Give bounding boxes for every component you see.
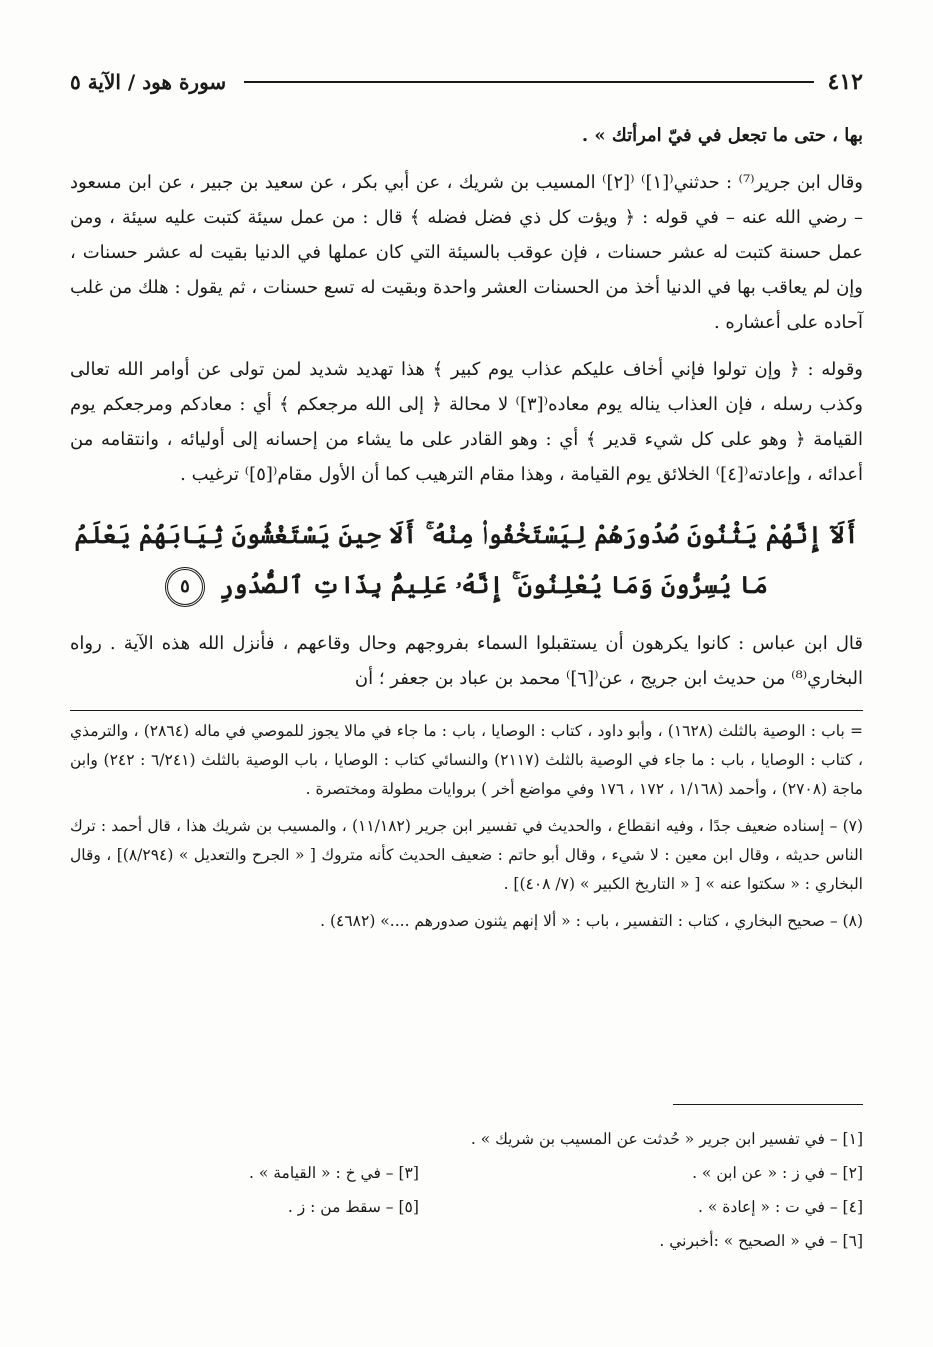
paragraph-4: قال ابن عباس : كانوا يكرهون أن يستقبلوا السماء بفروجهم وحال وقاعهم ، فأنزل الله هذه الآية . رواه البخاري⁽⁸⁾ من حديث ابن جريج ، عن⁽[٦]⁾ محمد بن عباد بن جعفر ؛ أن xyxy=(70,633,863,689)
editorial-note-3: [٣] – في خ : « القيامة » . xyxy=(248,1164,419,1182)
editorial-note-5: [٥] – سقط من : ز . xyxy=(287,1198,419,1216)
editorial-row xyxy=(70,1122,863,1156)
footnote-continued: = باب : الوصية بالثلث (١٦٢٨) ، وأبو داود ، كتاب : الوصايا ، باب : ما جاء في مالا يجوز للموصي في ماله (٢٨٦٤) ، والترمذي ، كتاب : الوصايا ، باب : ما جاء في الوصية بالثلث (٢١١٧) والنسائي كتاب : الوصايا ، باب الوصية بالثلث (٦/٢٤١ : ٢٤٢) وابن ماجة (٢٧٠٨) ، وأحمد (١/١٦٨ ، ١٧٢ ، ١٧٦ وفي مواضع أخر ) بروايات مطولة ومختصرة . xyxy=(70,722,863,798)
page-header xyxy=(70,62,863,102)
page-number: ٤١٢ xyxy=(827,69,863,95)
quran-verse xyxy=(70,510,863,610)
footnote-8: (٨) – صحيح البخاري ، كتاب : التفسير ، باب : « ألا إنهم يثنون صدورهم ....» (٤٦٨٢) . xyxy=(320,912,863,930)
footnotes xyxy=(70,717,863,936)
paragraph-1: بها ، حتى ما تجعل في فيّ امرأتك » . xyxy=(581,125,863,146)
editorial-note-1: [١] – في تفسير ابن جرير « حُدثت عن المسيب بن شريك » . xyxy=(470,1130,863,1148)
surah-title: سورة هود / الآية ٥ xyxy=(70,70,227,94)
footnote-7: (٧) – إسناده ضعيف جدًا ، وفيه انقطاع ، والحديث في تفسير ابن جرير (١١/١٨٢) ، والمسيب بن شريك هذا ، قال أحمد : ترك الناس حديثه ، وقال ابن معين : لا شيء ، وقال أبو حاتم : ضعيف الحديث كأنه متروك [ « الجرح والتعديل » (٨/٢٩٤)] ، وقال البخاري : « سكتوا عنه » [ « التاريخ الكبير » (٧/ ٤٠٨)] . xyxy=(70,817,864,893)
editorial-note-2: [٢] – في ز : « عن ابن » . xyxy=(692,1164,863,1182)
verse-number-marker: ٥ xyxy=(165,567,205,607)
main-text xyxy=(70,118,863,944)
editorial-notes xyxy=(70,1104,863,1258)
editorial-rule xyxy=(673,1104,863,1105)
paragraph-3: وقوله : ﴿ وإن تولوا فإني أخاف عليكم عذاب يوم كبير ﴾ هذا تهديد شديد لمن تولى عن أوامر الله تعالى وكذب رسله ، فإن العذاب يناله يوم معاده⁽[٣]⁾ لا محالة ﴿ إلى الله مرجعكم ﴾ أي : معادكم ومرجعكم يوم القيامة ﴿ وهو على كل شيء قدير ﴾ أي : وهو القادر على ما يشاء من إحسانه إلى أوليائه ، وانتقامه من أعدائه ، وإعادته⁽[٤]⁾ الخلائق يوم القيامة ، وهذا مقام الترهيب كما أن الأول مقام⁽[٥]⁾ ترغيب . xyxy=(70,359,864,485)
editorial-row xyxy=(70,1156,863,1190)
paragraph-2: وقال ابن جرير⁽⁷⁾ : حدثني⁽[١]⁾ ⁽[٢]⁾ المسيب بن شريك ، عن أبي بكر ، عن سعيد بن جبير ، عن ابن مسعود – رضي الله عنه – في قوله : ﴿ ويؤت كل ذي فضل فضله ﴾ قال : من عمل سيئة كتبت عليه سيئة ، ومن عمل حسنة كتبت له عشر حسنات ، فإن عوقب بالسيئة التي كان عملها في الدنيا بقيت له عشر حسنات ، وإن لم يعاقب بها في الدنيا أخذ من الحسنات العشر واحدة وبقيت له تسع حسنات ، ثم يقول : هلك من غلب آحاده على أعشاره . xyxy=(70,172,863,333)
editorial-row xyxy=(70,1190,863,1224)
editorial-note-4: [٤] – في ت : « إعادة » . xyxy=(698,1198,863,1216)
footnote-separator xyxy=(70,710,863,711)
editorial-row xyxy=(70,1224,863,1258)
verse-text: أَلَآ إِنَّهُمْ يَثْنُونَ صُدُورَهُمْ لِيَسْتَخْفُوا۟ مِنْهُ ۚ أَلَا حِينَ يَسْتَغْشُونَ ثِيَابَهُمْ يَعْلَمُ مَا يُسِرُّونَ وَمَا يُعْلِنُونَ ۚ إِنَّهُۥ عَلِيمٌۢ بِذَاتِ ٱلصُّدُورِ xyxy=(74,520,859,599)
header-rule xyxy=(244,81,813,83)
editorial-note-6: [٦] – في « الصحيح » :أخبرني . xyxy=(659,1232,863,1250)
